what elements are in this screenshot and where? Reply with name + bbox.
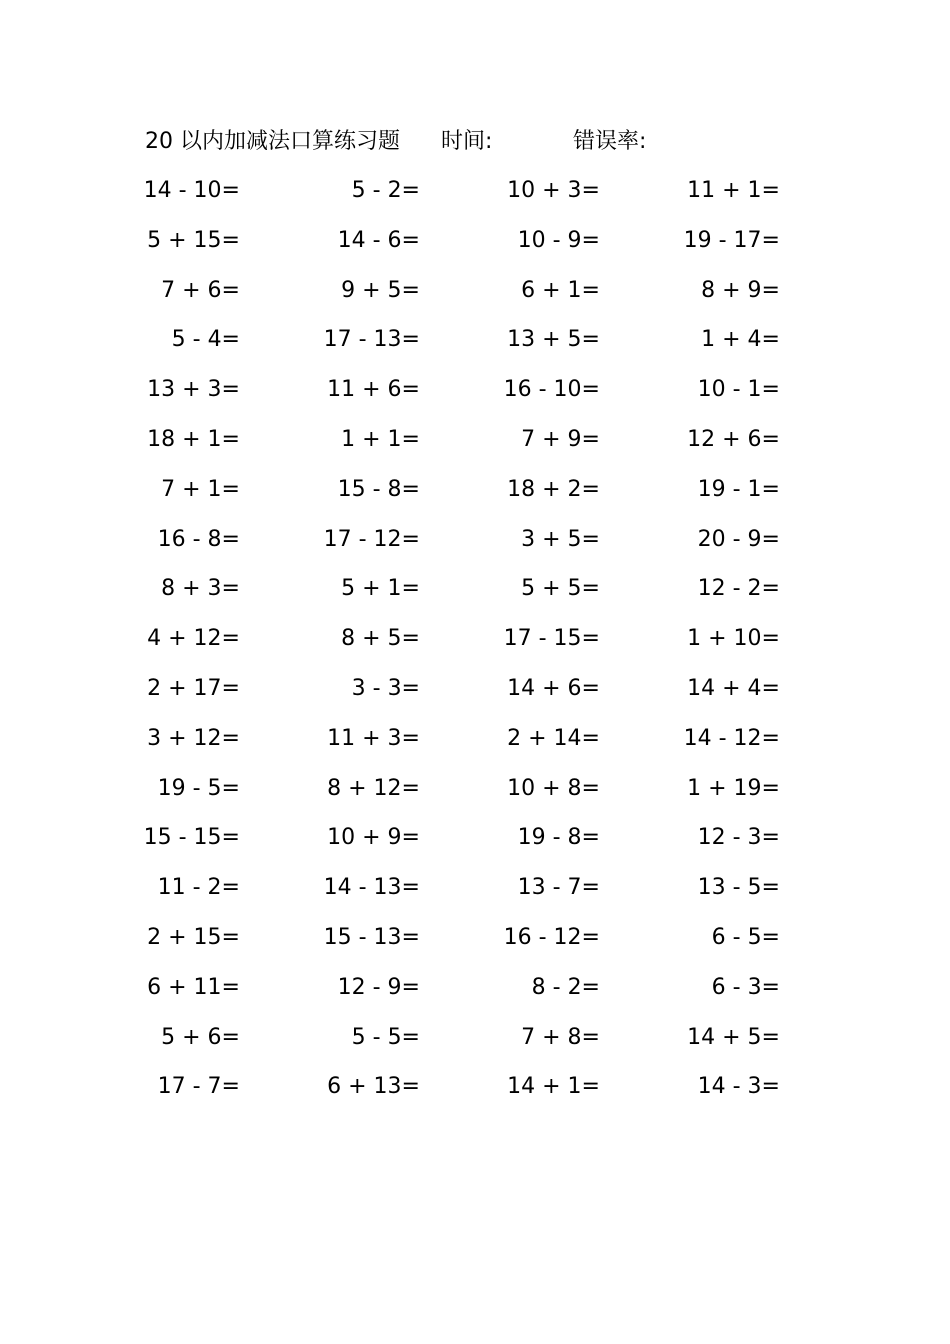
math-problem: 16 - 8= xyxy=(157,526,240,552)
math-problem: 14 + 6= xyxy=(507,675,600,701)
math-problem: 16 - 10= xyxy=(503,377,600,403)
math-problem: 14 - 12= xyxy=(683,725,780,751)
math-problem: 14 + 1= xyxy=(507,1074,600,1100)
math-problem: 5 - 2= xyxy=(351,178,420,203)
math-problem: 15 - 13= xyxy=(323,924,420,950)
problem-row xyxy=(130,1070,810,1120)
math-problem: 5 - 4= xyxy=(171,327,240,353)
math-problem: 10 + 3= xyxy=(507,178,600,203)
math-problem: 18 + 1= xyxy=(147,426,240,452)
problem-row xyxy=(130,971,810,1021)
math-problem: 12 - 3= xyxy=(697,825,780,851)
math-problem: 19 - 8= xyxy=(517,825,600,851)
problem-row xyxy=(130,174,810,224)
math-problem: 17 - 15= xyxy=(503,626,600,652)
math-problem: 13 + 5= xyxy=(507,327,600,353)
math-problem: 10 - 1= xyxy=(697,377,780,403)
math-problem: 11 - 2= xyxy=(157,875,240,901)
problem-row xyxy=(130,672,810,722)
math-problem: 2 + 15= xyxy=(147,924,240,950)
math-problem: 5 + 5= xyxy=(521,576,600,602)
math-problem: 1 + 4= xyxy=(701,327,780,353)
math-problem: 1 + 1= xyxy=(341,426,420,452)
math-problem: 3 + 5= xyxy=(521,526,600,552)
math-problem: 3 + 12= xyxy=(147,725,240,751)
math-problem: 8 + 9= xyxy=(701,277,780,303)
math-problem: 10 + 9= xyxy=(327,825,420,851)
math-problem: 14 - 6= xyxy=(337,227,420,253)
problem-row xyxy=(130,722,810,772)
math-problem: 14 + 5= xyxy=(687,1024,780,1050)
problem-row xyxy=(130,274,810,324)
problem-grid xyxy=(130,174,810,1120)
math-problem: 12 - 2= xyxy=(697,576,780,602)
math-problem: 7 + 1= xyxy=(161,476,240,502)
math-problem: 15 - 15= xyxy=(143,825,240,851)
math-problem: 9 + 5= xyxy=(341,277,420,303)
math-problem: 11 + 6= xyxy=(327,377,420,403)
problem-row xyxy=(130,772,810,822)
math-problem: 14 + 4= xyxy=(687,675,780,701)
math-problem: 5 + 15= xyxy=(147,227,240,253)
math-problem: 15 - 8= xyxy=(337,476,420,502)
math-problem: 7 + 9= xyxy=(521,426,600,452)
math-problem: 18 + 2= xyxy=(507,476,600,502)
math-problem: 10 - 9= xyxy=(517,227,600,253)
math-problem: 2 + 14= xyxy=(507,725,600,751)
math-problem: 8 + 5= xyxy=(341,626,420,652)
problem-row xyxy=(130,821,810,871)
worksheet-title: 20 以内加减法口算练习题 xyxy=(145,129,400,154)
math-problem: 6 + 1= xyxy=(521,277,600,303)
math-problem: 17 - 12= xyxy=(323,526,420,552)
problem-row xyxy=(130,622,810,672)
problem-row xyxy=(130,323,810,373)
math-problem: 19 - 5= xyxy=(157,775,240,801)
math-problem: 11 + 1= xyxy=(687,178,780,203)
math-problem: 6 + 11= xyxy=(147,974,240,1000)
math-problem: 19 - 17= xyxy=(683,227,780,253)
problem-row xyxy=(130,572,810,622)
math-problem: 6 - 3= xyxy=(711,974,780,1000)
math-problem: 17 - 13= xyxy=(323,327,420,353)
math-problem: 5 + 6= xyxy=(161,1024,240,1050)
math-problem: 1 + 19= xyxy=(687,775,780,801)
math-problem: 5 - 5= xyxy=(351,1024,420,1050)
math-problem: 8 + 12= xyxy=(327,775,420,801)
math-problem: 8 - 2= xyxy=(531,974,600,1000)
problem-row xyxy=(130,921,810,971)
math-problem: 11 + 3= xyxy=(327,725,420,751)
math-problem: 6 - 5= xyxy=(711,924,780,950)
math-problem: 12 - 9= xyxy=(337,974,420,1000)
math-problem: 13 - 7= xyxy=(517,875,600,901)
problem-row xyxy=(130,473,810,523)
math-problem: 17 - 7= xyxy=(157,1074,240,1100)
math-problem: 8 + 3= xyxy=(161,576,240,602)
math-problem: 12 + 6= xyxy=(687,426,780,452)
math-problem: 6 + 13= xyxy=(327,1074,420,1100)
error-rate-label: 错误率: xyxy=(573,129,647,154)
problem-row xyxy=(130,373,810,423)
worksheet-header xyxy=(145,126,825,158)
math-problem: 14 - 13= xyxy=(323,875,420,901)
math-problem: 2 + 17= xyxy=(147,675,240,701)
math-problem: 7 + 6= xyxy=(161,277,240,303)
math-problem: 19 - 1= xyxy=(697,476,780,502)
math-problem: 10 + 8= xyxy=(507,775,600,801)
math-problem: 16 - 12= xyxy=(503,924,600,950)
math-problem: 13 - 5= xyxy=(697,875,780,901)
math-problem: 5 + 1= xyxy=(341,576,420,602)
math-problem: 13 + 3= xyxy=(147,377,240,403)
math-problem: 14 - 10= xyxy=(143,178,240,203)
problem-row xyxy=(130,871,810,921)
math-problem: 3 - 3= xyxy=(351,675,420,701)
math-problem: 14 - 3= xyxy=(697,1074,780,1100)
math-problem: 7 + 8= xyxy=(521,1024,600,1050)
math-problem: 20 - 9= xyxy=(697,526,780,552)
problem-row xyxy=(130,523,810,573)
math-problem: 1 + 10= xyxy=(687,626,780,652)
math-problem: 4 + 12= xyxy=(147,626,240,652)
problem-row xyxy=(130,1021,810,1071)
problem-row xyxy=(130,423,810,473)
problem-row xyxy=(130,224,810,274)
time-label: 时间: xyxy=(441,129,493,154)
